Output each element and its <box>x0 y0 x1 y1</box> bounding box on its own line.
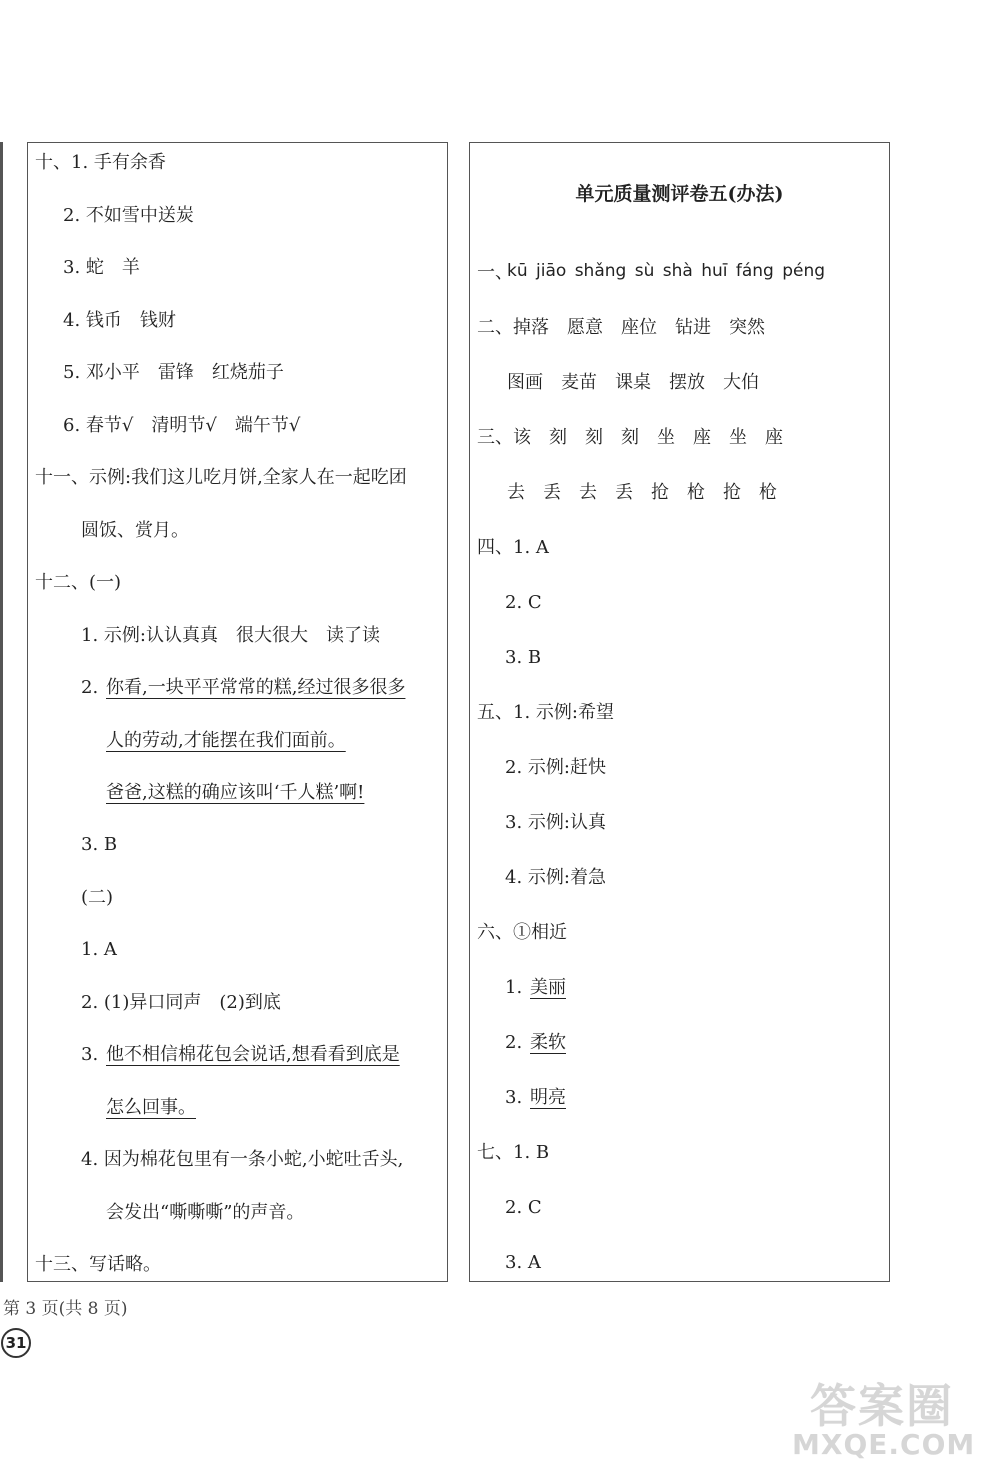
question-prefix: 一、 <box>477 262 513 283</box>
answer-line: 十一、示例:我们这儿吃月饼,全家人在一起吃团 <box>35 467 407 488</box>
answer-line: 4. 因为棉花包里有一条小蛇,小蛇吐舌头, <box>81 1149 404 1170</box>
answer-line: 图画 麦苗 课桌 摆放 大伯 <box>507 372 759 393</box>
underlined-answer: 他不相信棉花包会说话,想看看到底是 <box>106 1044 400 1065</box>
page-indicator: 第 3 页(共 8 页) <box>3 1299 128 1319</box>
watermark-text: 答案圈 <box>810 1379 954 1433</box>
pinyin-answers: kū jiāo shǎng sù shà huī fáng péng <box>507 261 826 281</box>
answer-line: 4. 钱币 钱财 <box>63 310 176 331</box>
answer-line: 2. 示例:赶快 <box>505 757 606 778</box>
underlined-answer: 明亮 <box>530 1087 566 1108</box>
underlined-answer: 柔软 <box>530 1032 566 1053</box>
answer-line: 2. (1)异口同声 (2)到底 <box>81 992 281 1013</box>
answer-line: 二、掉落 愿意 座位 钻进 突然 <box>477 317 765 338</box>
watermark-logo <box>792 1370 992 1465</box>
underlined-answer: 美丽 <box>530 977 566 998</box>
answer-number: 3. <box>81 1044 99 1065</box>
page-number-badge: 31 <box>1 1328 31 1358</box>
answer-line: 2. C <box>505 1197 542 1218</box>
answer-line: 三、该 刻 刻 刻 坐 座 坐 座 <box>477 427 783 448</box>
answer-line: 1. 示例:认认真真 很大很大 读了读 <box>81 625 380 646</box>
answer-line: 2. 不如雪中送炭 <box>63 205 194 226</box>
answer-number: 3. <box>505 1087 523 1108</box>
answer-line: 十、1. 手有余香 <box>35 152 166 173</box>
underlined-answer: 人的劳动,才能摆在我们面前。 <box>106 730 346 751</box>
answer-line: 3. 示例:认真 <box>505 812 606 833</box>
left-edge-line <box>0 142 3 1282</box>
answer-line: 十三、写话略。 <box>35 1254 161 1275</box>
page-title: 单元质量测评卷五(办法) <box>575 183 784 205</box>
answer-line: 会发出“嘶嘶嘶”的声音。 <box>106 1202 305 1223</box>
answer-panel-left <box>27 142 448 1282</box>
answer-line: 去 丢 去 丢 抢 枪 抢 枪 <box>507 482 777 503</box>
answer-number: 2. <box>81 677 99 698</box>
answer-line: 六、①相近 <box>477 922 567 943</box>
answer-number: 1. <box>505 977 523 998</box>
answer-line: 四、1. A <box>477 537 549 558</box>
answer-line: 十二、(一) <box>35 572 122 593</box>
watermark-url: MXQE.COM <box>792 1428 976 1461</box>
answer-line: 1. A <box>81 939 117 960</box>
answer-line: 3. B <box>505 647 542 668</box>
answer-line: 4. 示例:着急 <box>505 867 606 888</box>
answer-line: 2. C <box>505 592 542 613</box>
answer-line: 3. B <box>81 834 118 855</box>
answer-panel-right <box>469 142 890 1282</box>
underlined-answer: 你看,一块平平常常的糕,经过很多很多 <box>106 677 406 698</box>
answer-line: 圆饭、赏月。 <box>81 520 189 541</box>
underlined-answer: 怎么回事。 <box>106 1097 196 1118</box>
answer-line: 3. 蛇 羊 <box>63 257 140 278</box>
answer-line: 5. 邓小平 雷锋 红烧茄子 <box>63 362 284 383</box>
answer-line: (二) <box>81 887 114 908</box>
underlined-answer: 爸爸,这糕的确应该叫‘千人糕’啊! <box>106 782 365 803</box>
answer-number: 2. <box>505 1032 523 1053</box>
answer-line: 6. 春节√ 清明节√ 端午节√ <box>63 415 301 436</box>
answer-line: 五、1. 示例:希望 <box>477 702 614 723</box>
answer-line: 3. A <box>505 1252 541 1273</box>
answer-line: 七、1. B <box>477 1142 550 1163</box>
